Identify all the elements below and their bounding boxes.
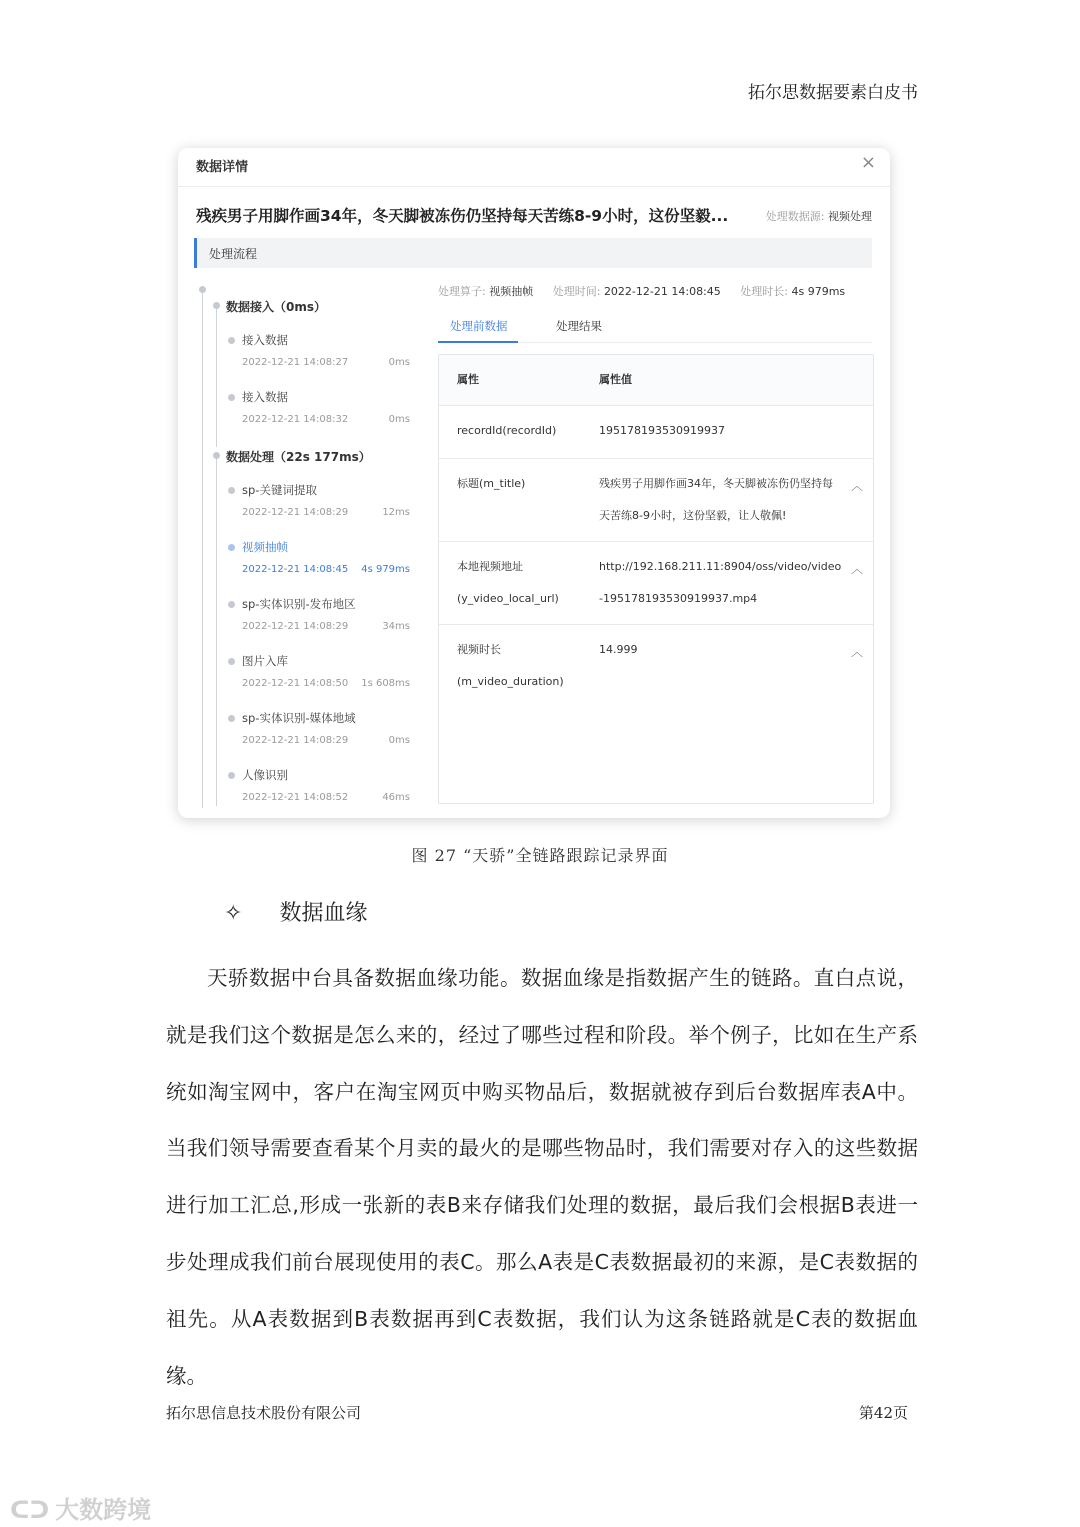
duration-value: 4s 979ms bbox=[791, 285, 846, 298]
timeline-dot bbox=[228, 487, 235, 494]
collapse-icon[interactable]: ︿ bbox=[850, 562, 863, 576]
timeline-group: 数据处理（22s 177ms） bbox=[226, 450, 371, 464]
timeline-item-duration: 1s 608ms bbox=[361, 678, 410, 689]
process-timeline bbox=[196, 276, 416, 806]
time-value: 2022-12-21 14:08:45 bbox=[603, 285, 721, 298]
timeline-dot bbox=[228, 337, 235, 344]
footer-page-number: 第42页 bbox=[858, 1404, 908, 1422]
attribute-table bbox=[438, 354, 874, 804]
watermark-text: 大数跨境 bbox=[55, 1496, 152, 1524]
data-detail-screenshot bbox=[178, 148, 890, 818]
timeline-item-duration: 4s 979ms bbox=[361, 564, 410, 575]
timeline-branch bbox=[216, 302, 217, 447]
table-row bbox=[439, 542, 873, 625]
watermark bbox=[10, 1490, 151, 1525]
process-meta bbox=[438, 283, 861, 299]
attr-key: recordId(recordId) bbox=[457, 424, 557, 437]
source-value: 视频处理 bbox=[828, 210, 872, 223]
section-label: 处理流程 bbox=[209, 247, 258, 261]
timeline-branch bbox=[216, 452, 217, 806]
operator-label: 处理算子: bbox=[438, 285, 486, 298]
record-title: 残疾男子用脚作画34年，冬天脚被冻伤仍坚持每天苦练8-9小时，这份坚毅... bbox=[196, 207, 729, 225]
column-header-value: 属性值 bbox=[599, 373, 632, 386]
divider bbox=[178, 186, 890, 187]
document-header: 拓尔思数据要素白皮书 bbox=[748, 83, 918, 103]
timeline-item-name[interactable]: sp-实体识别-媒体地域 bbox=[242, 711, 356, 725]
source-label: 处理数据源: bbox=[765, 210, 825, 223]
attr-key: 本地视频地址(y_video_local_url) bbox=[457, 560, 559, 605]
timeline-group: 数据接入（0ms） bbox=[226, 300, 326, 314]
timeline-item-name[interactable]: 视频抽帧 bbox=[242, 540, 288, 554]
timeline-item-duration: 34ms bbox=[382, 621, 410, 632]
timeline-item-duration: 0ms bbox=[388, 414, 410, 425]
timeline-dot bbox=[213, 302, 220, 309]
timeline-dot bbox=[228, 772, 235, 779]
timeline-item-name[interactable]: 人像识别 bbox=[242, 768, 288, 782]
timeline-dot bbox=[199, 286, 206, 293]
attr-value: 195178193530919937 bbox=[599, 424, 725, 437]
close-icon: × bbox=[860, 152, 876, 173]
tab-indicator bbox=[438, 341, 518, 343]
timeline-item-time: 2022-12-21 14:08:52 bbox=[242, 792, 349, 803]
attr-value: http://192.168.211.11:8904/oss/video/video-195178193530919937.mp4 bbox=[599, 560, 842, 605]
timeline-item-name[interactable]: sp-关键词提取 bbox=[242, 483, 317, 497]
timeline-item-time: 2022-12-21 14:08:29 bbox=[242, 735, 349, 746]
timeline-dot bbox=[213, 452, 220, 459]
timeline-dot bbox=[228, 394, 235, 401]
timeline-item-duration: 46ms bbox=[382, 792, 410, 803]
attr-value: 残疾男子用脚作画34年，冬天脚被冻伤仍坚持每天苦练8-9小时，这份坚毅，让人敬佩! bbox=[599, 477, 833, 522]
timeline-dot bbox=[228, 544, 235, 551]
timeline-item-name[interactable]: 接入数据 bbox=[242, 333, 288, 347]
attr-value: 14.999 bbox=[599, 643, 638, 656]
timeline-item-time: 2022-12-21 14:08:29 bbox=[242, 507, 349, 518]
dialog-title: 数据详情 bbox=[196, 160, 249, 175]
timeline-item-time: 2022-12-21 14:08:32 bbox=[242, 414, 349, 425]
duration-label: 处理时长: bbox=[740, 285, 788, 298]
section-bar bbox=[194, 238, 872, 268]
diamond-bullet-icon: ✧ bbox=[224, 901, 243, 926]
timeline-item-name[interactable]: 接入数据 bbox=[242, 390, 288, 404]
timeline-item-time: 2022-12-21 14:08:29 bbox=[242, 621, 349, 632]
timeline-item-name[interactable]: sp-实体识别-发布地区 bbox=[242, 597, 356, 611]
timeline-dot bbox=[228, 658, 235, 665]
source-info bbox=[766, 208, 872, 224]
time-label: 处理时间: bbox=[552, 285, 601, 298]
column-header-key: 属性 bbox=[457, 373, 479, 386]
collapse-icon[interactable]: ︿ bbox=[850, 645, 863, 659]
timeline-item-duration: 0ms bbox=[388, 357, 410, 368]
timeline-item-time: 2022-12-21 14:08:27 bbox=[242, 357, 349, 368]
watermark-logo-icon: ᑕᑐ bbox=[10, 1496, 50, 1524]
figure-caption: 图 27 “天骄”全链路跟踪记录界面 bbox=[411, 846, 669, 865]
table-row bbox=[439, 406, 873, 459]
table-header bbox=[439, 355, 873, 406]
attr-key: 视频时长(m_video_duration) bbox=[457, 643, 564, 688]
footer-company: 拓尔思信息技术股份有限公司 bbox=[166, 1404, 362, 1422]
section-heading bbox=[224, 896, 367, 927]
timeline-item-duration: 0ms bbox=[388, 735, 410, 746]
timeline-item-time: 2022-12-21 14:08:50 bbox=[242, 678, 349, 689]
attr-key: 标题(m_title) bbox=[457, 477, 526, 490]
timeline-dot bbox=[228, 715, 235, 722]
timeline-item-time: 2022-12-21 14:08:45 bbox=[242, 564, 349, 575]
timeline-dot bbox=[228, 601, 235, 608]
table-row bbox=[439, 459, 873, 542]
timeline-item-name[interactable]: 图片入库 bbox=[242, 654, 288, 668]
timeline-line bbox=[202, 288, 203, 808]
table-row bbox=[439, 625, 873, 705]
timeline-item-duration: 12ms bbox=[382, 507, 410, 518]
section-title: 数据血缘 bbox=[279, 901, 368, 926]
operator-value: 视频抽帧 bbox=[489, 285, 534, 298]
tab-before-data[interactable]: 处理前数据 bbox=[450, 319, 508, 333]
tab-result[interactable]: 处理结果 bbox=[556, 319, 602, 333]
tab-bar bbox=[438, 314, 872, 343]
body-paragraph: 天骄数据中台具备数据血缘功能。数据血缘是指数据产生的链路。直白点说，就是我们这个数据是怎么来的，经过了哪些过程和阶段。举个例子，比如在生产系统如淘宝网中，客户在淘宝网页中购买物品后，数据就被存到后台数据库表A中。当我们领导需要查看某个月卖的最火的是哪些物品时，我们需要对存入的这些数据进行加工汇总,形成一张新的表B来存储我们处理的数据，最后我们会根据B表进一步处理成我们前台展现使用的表C。那么A表是C表数据最初的来源，是C表数据的祖先。从A表数据到B表数据再到C表数据，我们认为这条链路就是C表的数据血缘。 bbox=[166, 966, 918, 1388]
collapse-icon[interactable]: ︿ bbox=[850, 479, 863, 493]
